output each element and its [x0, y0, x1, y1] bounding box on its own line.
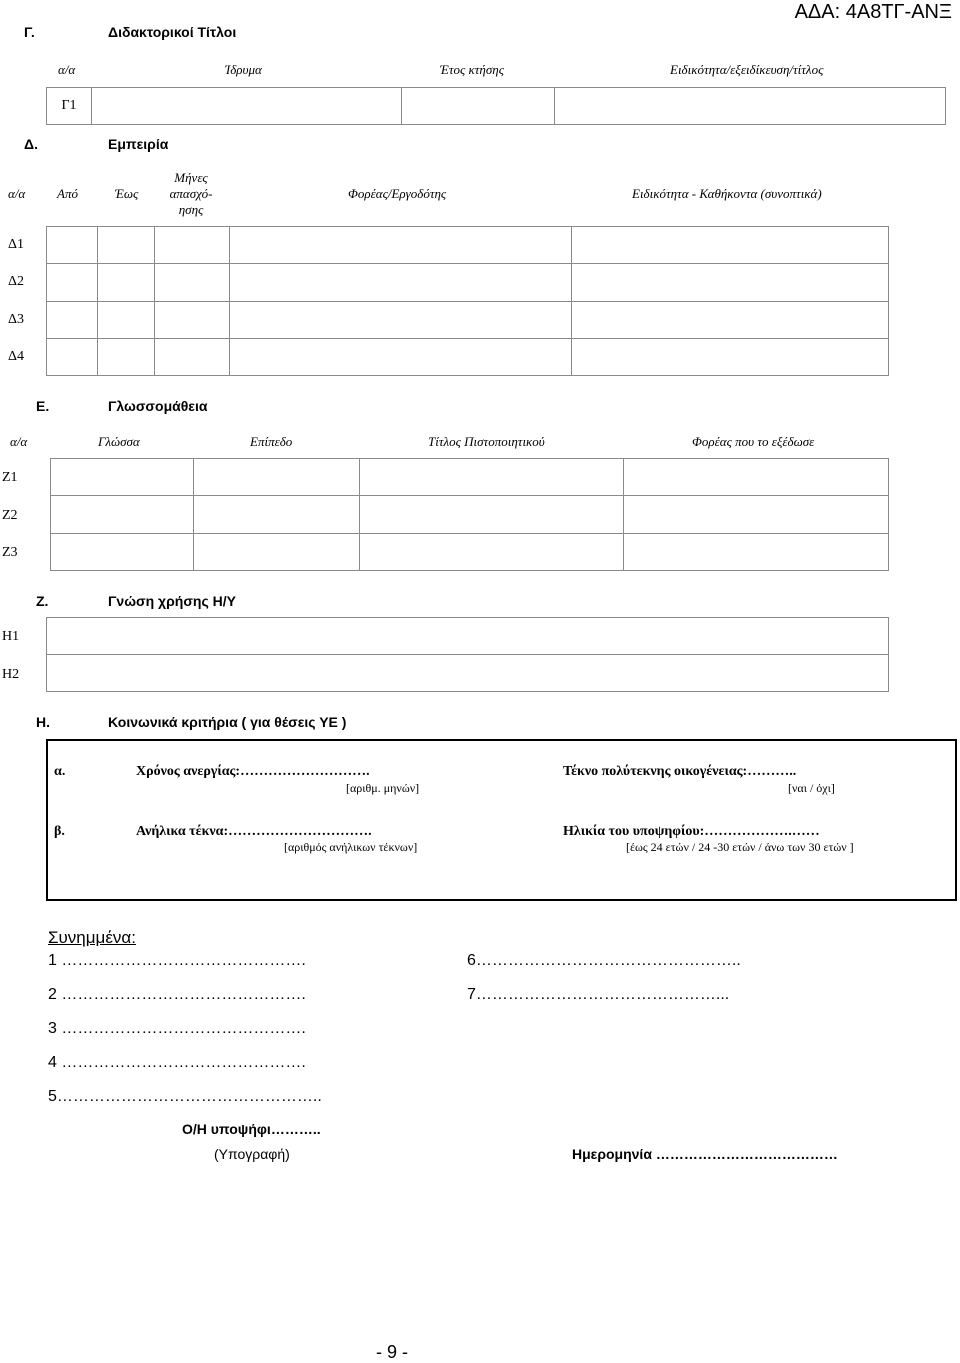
d-header-months-line2: απασχό- — [169, 186, 213, 201]
e-header-certificate: Τίτλος Πιστοποιητικού — [428, 434, 545, 449]
z-row-label-2: Η2 — [2, 667, 20, 682]
d-header-from: Από — [57, 186, 78, 201]
attachment-item-2[interactable]: 2 ………………………………………. — [48, 986, 306, 1003]
large-family-field[interactable]: Τέκνο πολύτεκνης οικογένειας:……….. — [563, 764, 797, 779]
d-months-cell[interactable] — [155, 227, 230, 264]
d-header-months — [166, 170, 216, 218]
d-header-to: Έως — [115, 186, 139, 201]
d-row-label-2: Δ2 — [8, 274, 25, 289]
section-z-letter: Ζ. — [36, 593, 49, 609]
e-issuer-cell[interactable] — [624, 459, 889, 496]
d-table-row — [47, 338, 889, 375]
d-to-cell[interactable] — [98, 264, 155, 301]
attachments-title: Συνημμένα: — [48, 928, 136, 947]
adult-children-hint: [αριθμός ανήλικων τέκνων] — [284, 840, 418, 854]
e-level-cell[interactable] — [194, 533, 360, 570]
g-header-institution: Ίδρυμα — [225, 62, 262, 77]
g-year-cell[interactable] — [402, 88, 555, 125]
d-months-cell[interactable] — [155, 338, 230, 375]
d-from-cell[interactable] — [47, 264, 98, 301]
e-issuer-cell[interactable] — [624, 533, 889, 570]
d-header-months-line3: ησης — [178, 202, 204, 217]
e-issuer-cell[interactable] — [624, 496, 889, 533]
d-months-cell[interactable] — [155, 301, 230, 338]
e-language-cell[interactable] — [51, 459, 194, 496]
signature-label: (Υπογραφή) — [214, 1146, 290, 1162]
d-header-specialty: Ειδικότητα - Καθήκοντα (συνοπτικά) — [632, 186, 822, 201]
section-g-letter: Γ. — [24, 24, 35, 40]
z-computer-skills-cell[interactable] — [47, 618, 889, 655]
e-table — [50, 458, 889, 571]
e-row-label-2: Ζ2 — [2, 508, 18, 523]
section-d-letter: Δ. — [24, 136, 38, 152]
unemployment-hint: [αριθμ. μηνών] — [346, 781, 420, 795]
d-table-row — [47, 227, 889, 264]
d-specialty-cell[interactable] — [572, 301, 889, 338]
g-row-label-cell — [47, 88, 92, 125]
e-certificate-cell[interactable] — [360, 459, 624, 496]
section-e-letter: Ε. — [36, 398, 50, 414]
d-to-cell[interactable] — [98, 301, 155, 338]
g-header-year: Έτος κτήσης — [440, 62, 504, 77]
e-header-aa: α/α — [10, 434, 28, 449]
e-language-cell[interactable] — [51, 533, 194, 570]
d-header-aa: α/α — [8, 186, 26, 201]
g-header-specialty: Ειδικότητα/εξειδίκευση/τίτλος — [670, 62, 824, 77]
attachment-item-5[interactable]: 5………………………………………….. — [48, 1088, 322, 1105]
d-months-cell[interactable] — [155, 264, 230, 301]
d-from-cell[interactable] — [47, 227, 98, 264]
d-specialty-cell[interactable] — [572, 338, 889, 375]
d-employer-cell[interactable] — [230, 264, 572, 301]
d-from-cell[interactable] — [47, 301, 98, 338]
section-h-letter: Η. — [36, 714, 50, 730]
e-header-issuer: Φορέας που το εξέδωσε — [692, 434, 815, 449]
e-table-row — [51, 496, 889, 533]
e-table-row — [51, 533, 889, 570]
e-certificate-cell[interactable] — [360, 496, 624, 533]
section-h-title: Κοινωνικά κριτήρια ( για θέσεις ΥΕ ) — [108, 714, 347, 730]
e-header-level: Επίπεδο — [250, 434, 293, 449]
z-table-row — [47, 618, 889, 655]
attachment-item-7[interactable]: 7………………………………………... — [467, 986, 730, 1003]
d-table-row — [47, 264, 889, 301]
d-table — [46, 226, 889, 376]
attachment-item-6[interactable]: 6………………………………………….. — [467, 952, 741, 969]
section-g-title: Διδακτορικοί Τίτλοι — [108, 24, 237, 40]
g-table — [46, 87, 946, 125]
g-row-label: Γ1 — [61, 98, 77, 113]
d-employer-cell[interactable] — [230, 338, 572, 375]
age-hint: [έως 24 ετών / 24 -30 ετών / άνω των 30 ετών ] — [626, 840, 854, 854]
adult-children-field[interactable]: Ανήλικα τέκνα:…………………………. — [136, 824, 372, 839]
h-a-letter: α. — [54, 764, 66, 779]
z-row-label-1: Η1 — [2, 629, 20, 644]
z-table — [46, 617, 889, 692]
h-b-letter: β. — [54, 824, 65, 839]
e-table-row — [51, 459, 889, 496]
d-employer-cell[interactable] — [230, 301, 572, 338]
g-header-aa: α/α — [58, 62, 76, 77]
unemployment-field[interactable]: Χρόνος ανεργίας:………………………. — [136, 764, 370, 779]
e-level-cell[interactable] — [194, 459, 360, 496]
attachment-item-1[interactable]: 1 ………………………………………. — [48, 952, 306, 969]
section-e-title: Γλωσσομάθεια — [108, 398, 208, 414]
d-to-cell[interactable] — [98, 227, 155, 264]
d-specialty-cell[interactable] — [572, 264, 889, 301]
d-row-label-1: Δ1 — [8, 237, 25, 252]
e-certificate-cell[interactable] — [360, 533, 624, 570]
e-row-label-3: Ζ3 — [2, 545, 18, 560]
d-specialty-cell[interactable] — [572, 227, 889, 264]
d-row-label-3: Δ3 — [8, 312, 25, 327]
e-row-label-1: Ζ1 — [2, 470, 18, 485]
section-d-title: Εμπειρία — [108, 136, 169, 152]
d-header-months-line1: Μήνες — [174, 170, 208, 185]
date-field[interactable]: Ημερομηνία ………………………………… — [572, 1146, 838, 1162]
e-header-language: Γλώσσα — [98, 434, 140, 449]
z-table-row — [47, 655, 889, 692]
g-specialty-cell[interactable] — [555, 88, 946, 125]
e-language-cell[interactable] — [51, 496, 194, 533]
d-employer-cell[interactable] — [230, 227, 572, 264]
attachment-item-3[interactable]: 3 ………………………………………. — [48, 1020, 306, 1037]
section-z-title: Γνώση χρήσης Η/Υ — [108, 593, 236, 609]
large-family-hint: [ναι / όχι] — [788, 781, 835, 795]
d-from-cell[interactable] — [47, 338, 98, 375]
ada-code: ΑΔΑ: 4Α8ΤΓ-ΑΝΞ — [794, 1, 952, 23]
page-number: - 9 - — [376, 1342, 409, 1362]
g-institution-cell[interactable] — [92, 88, 402, 125]
e-level-cell[interactable] — [194, 496, 360, 533]
attachment-item-4[interactable]: 4 ………………………………………. — [48, 1054, 306, 1071]
d-header-employer: Φορέας/Εργοδότης — [348, 186, 447, 201]
d-table-row — [47, 301, 889, 338]
candidate-label: Ο/Η υποψήφι……….. — [182, 1121, 321, 1137]
social-criteria-box — [46, 739, 957, 901]
z-computer-skills-cell[interactable] — [47, 655, 889, 692]
d-to-cell[interactable] — [98, 338, 155, 375]
d-row-label-4: Δ4 — [8, 349, 25, 364]
age-field[interactable]: Ηλικία του υποψηφίου:……………….…… — [563, 824, 820, 839]
